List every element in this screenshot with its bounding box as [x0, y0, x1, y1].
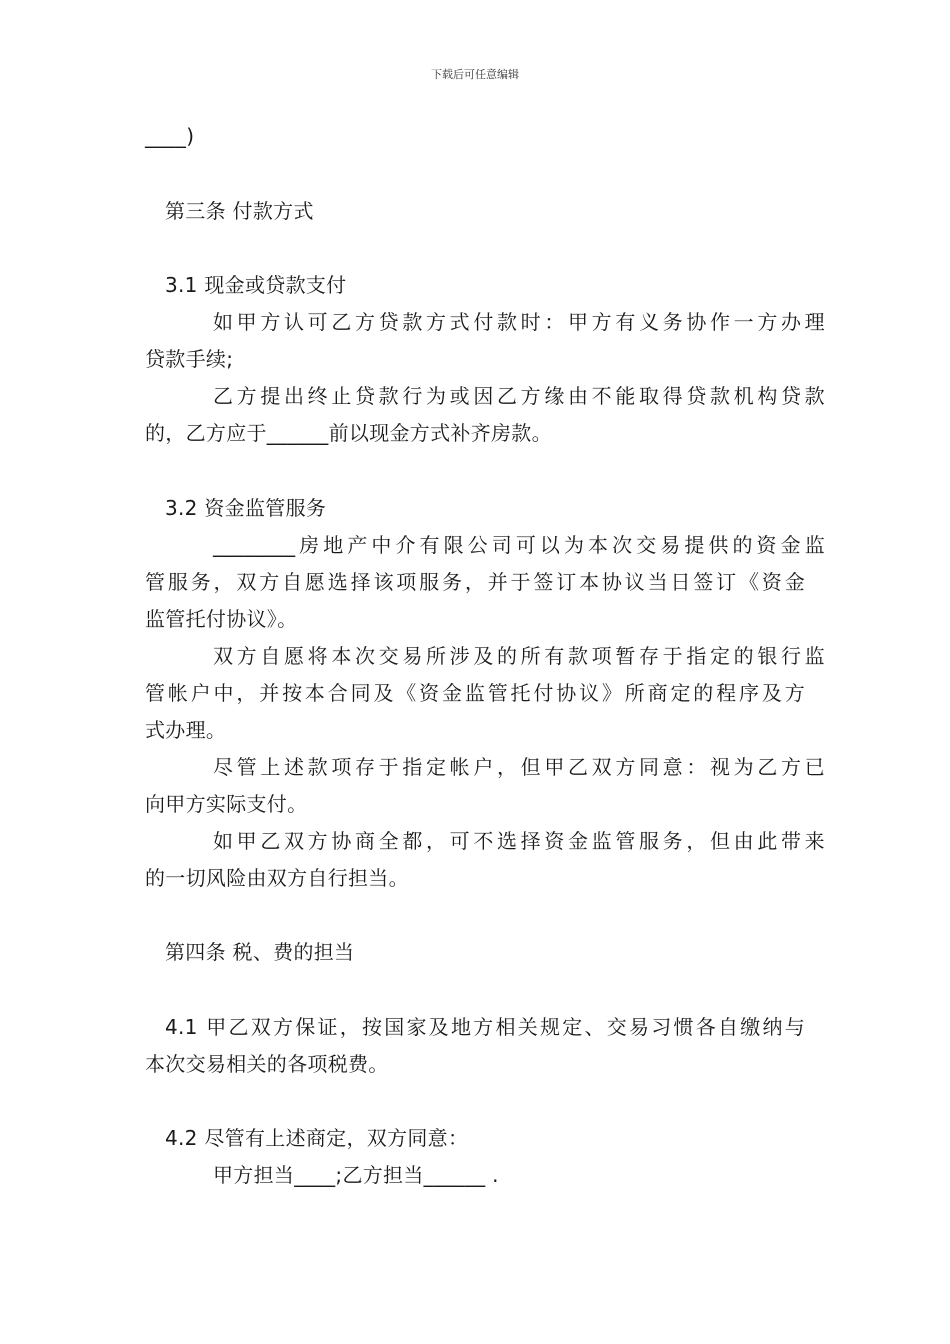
paragraph-line: 的，乙方应于______前以现金方式补齐房款。: [145, 421, 552, 445]
section-3-1-title: 3.1 现金或贷款支付: [165, 273, 347, 297]
paragraph-line: 向甲方实际支付。: [145, 792, 308, 816]
page-header: 下载后可任意编辑: [431, 68, 519, 81]
paragraph-line: 如甲方认可乙方贷款方式付款时：甲方有义务协作一方办理: [213, 310, 825, 334]
section-4-2-title: 4.2 尽管有上述商定，双方同意：: [165, 1126, 469, 1150]
paragraph-line: 的一切风险由双方自行担当。: [145, 866, 409, 890]
paragraph-line: 尽管上述款项存于指定帐户，但甲乙双方同意：视为乙方已: [213, 755, 825, 779]
paragraph-line: 乙方提出终止贷款行为或因乙方缘由不能取得贷款机构贷款: [213, 384, 825, 408]
paragraph-line: 监管托付协议》。: [145, 607, 298, 631]
paragraph-line: ________房地产中介有限公司可以为本次交易提供的资金监: [213, 533, 825, 557]
fill-blank-line: ____): [145, 124, 195, 148]
section-3-2-title: 3.2 资金监管服务: [165, 496, 327, 520]
paragraph-line: 管服务，双方自愿选择该项服务，并于签订本协议当日签订《资金: [145, 570, 805, 594]
paragraph-line: 本次交易相关的各项税费。: [145, 1052, 389, 1076]
paragraph-line: 管帐户中，并按本合同及《资金监管托付协议》所商定的程序及方: [145, 681, 805, 705]
paragraph-line: 如甲乙双方协商全都，可不选择资金监管服务，但由此带来: [213, 829, 825, 853]
paragraph-line: 贷款手续;: [145, 347, 234, 371]
paragraph-line: 甲方担当____;乙方担当______ .: [213, 1163, 499, 1187]
article-3-title: 第三条 付款方式: [165, 199, 314, 223]
paragraph-line: 式办理。: [145, 718, 227, 742]
paragraph-line: 双方自愿将本次交易所涉及的所有款项暂存于指定的银行监: [213, 644, 825, 668]
article-4-title: 第四条 税、费的担当: [165, 940, 355, 964]
section-4-1-line: 4.1 甲乙双方保证，按国家及地方相关规定、交易习惯各自缴纳与: [165, 1015, 805, 1039]
